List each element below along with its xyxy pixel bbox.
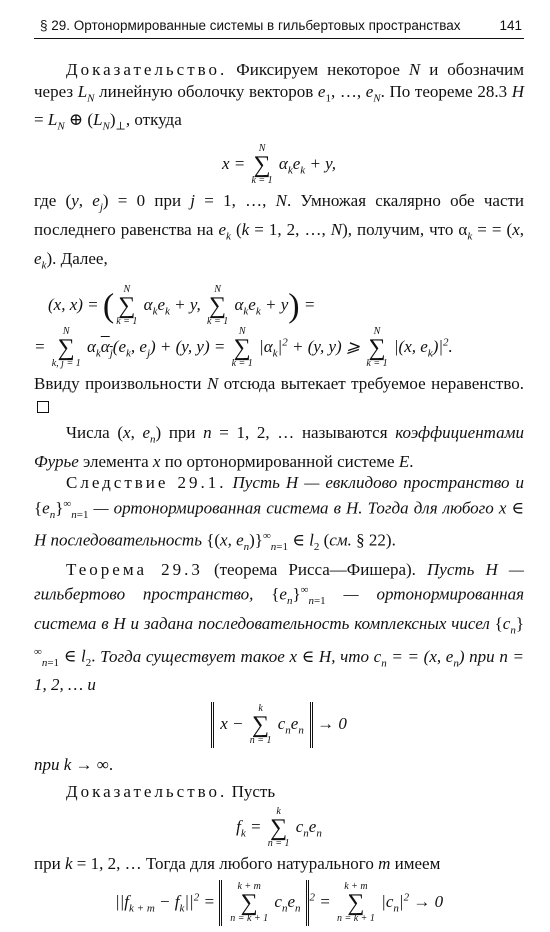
equation-convergence: x − k ∑ n = 1 $c_ne_n \to 0$ [34,702,524,748]
theorem-label: Теорема 29.3 [66,559,203,579]
proof-2-text: Пусть [231,782,276,802]
corollary-29-1: Следствие 29.1. Пусть H — евклидово пространство и $\{e_n\}^\infty_{n=1}$ — ортонормированная система в H. Тогда для любого x ∈ H последовательность {(x, $e_n)\}^\infty_{n=1}$ ∈ $l_2$ (см. § 22). [34,473,525,554]
equation-partial-sum: $f_k$ = k ∑ n = 1 $c_ne_n$ [236,805,322,849]
norm-bars: x − k ∑ n = 1 $c_ne_n$ [211,702,313,748]
equation-parseval: = N ∑ k, j = 1 $\alpha_k\alpha_j(e_k$, $e_j) + (y$, y) = N ∑ k = 1 $|\alpha_k|^2 + (y$, y) ⩾ N ∑ k = 1 |(x, $e_k)|^2$. [34,325,453,369]
proof-1-continuation: где (y, $e_j) = 0$ при j = 1, …, N. Умножая скалярно обе части последнего равенства на $e_k$ (k = 1, 2, …, N), получим, что $\alpha_k$ = = (x, $e_k$). Далее, [34,191,525,272]
proof-2-paragraph [34,781,524,803]
page-number: 141 [499,18,522,33]
proof-label: Доказательство. [66,60,228,79]
running-header [34,14,524,39]
page-body [34,59,524,926]
proof-2-continuation: при k = 1, 2, … Тогда для любого натурального m имеем [34,853,441,873]
theorem-limit-condition: при k → ∞. [34,754,114,774]
equation-decomposition: x = N ∑ k = 1 $\alpha_ke_k + y$, [221,143,337,187]
proof-1-conclusion: Ввиду произвольности N отсюда вытекает требуемое неравенство. [34,373,524,416]
corollary-label: Следствие 29.1. [66,473,227,493]
header-title: § 29. Ортонормированные системы в гильбертовых пространствах [40,18,461,33]
fourier-definition: Числа (x, $e_n$) при n = 1, 2, … называются коэффициентами Фурье элемента x по ортонормированной системе E. [34,422,524,471]
page [34,14,524,932]
equation-cauchy: $||f_{k + m} - f_k||^2$ = k + m ∑ n = k + 1 $c_ne_n^2$ = k + m ∑ n = k + 1 $|c_n|^2 \to 0$ [114,881,444,925]
proof-2-label: Доказательство. [66,782,228,802]
qed-box [37,401,49,413]
norm-bars-2: k + m ∑ n = k + 1 $c_ne_n$ [219,880,309,926]
equation-inner-product: (x, x) = ( N ∑ k = 1 $\alpha_ke_k + y$, N ∑ k = 1 $\alpha_ke_k + y$) = [48,283,316,327]
theorem-29-3: Теорема 29.3 (теорема Рисса—Фишера). Пусть H — гильбертово пространство, $\{e_n\}^\infty_{n=1}$ — ортонормированная система в H и задана последовательность комплексных чисел $\{c_n\}^\infty_{n=1}$ ∈ $l_2$. Тогда существует такое x ∈ H, что $c_n$ = = (x, $e_n$) при n = 1, 2, … и [34,559,525,695]
proof-1-paragraph: Доказательство. Фиксируем некоторое N и обозначим через $L_N$ линейную оболочку векторов $e_1$, …, $e_N$. По теореме 28.3 $H = L_N$ ⊕ $(L_N)_\perp$, откуда [34,60,524,133]
